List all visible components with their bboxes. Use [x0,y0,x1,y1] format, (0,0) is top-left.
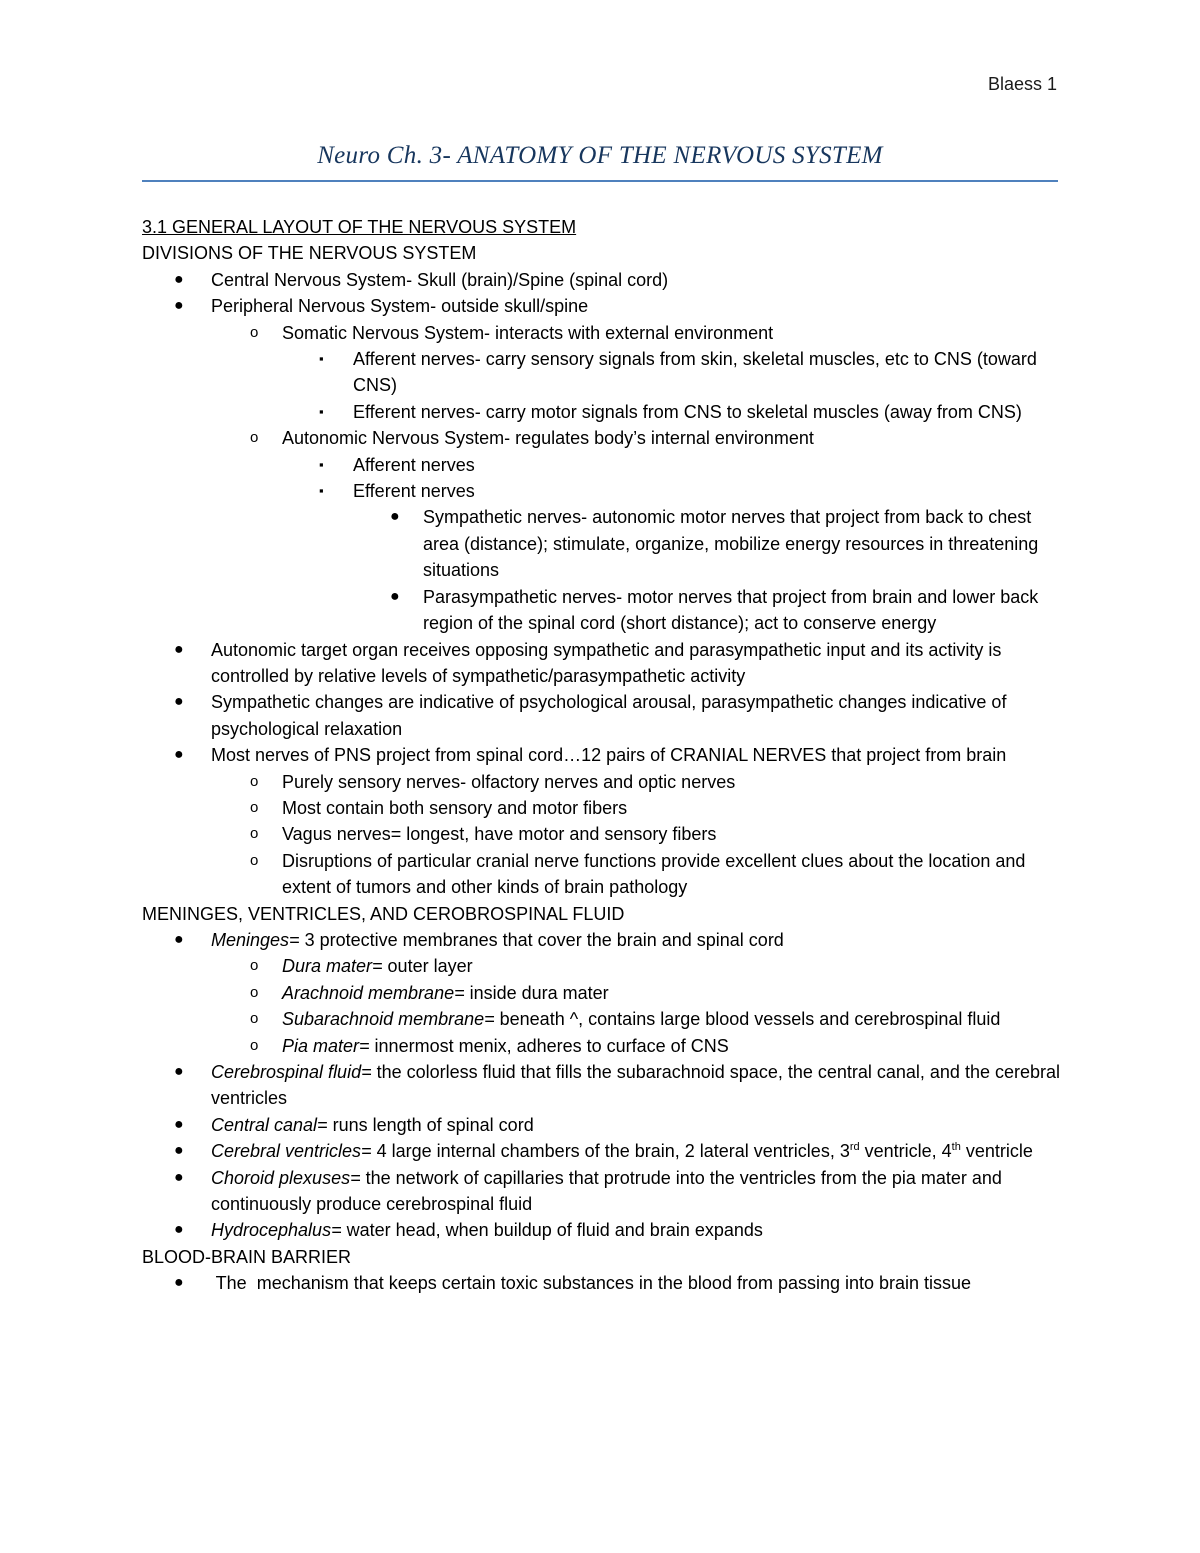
definition-text: the network of capillaries that protrude into the ventricles from the pia mater and continuously produce cerebrospinal fluid [211,1167,1002,1215]
definition-text: the colorless fluid that fills the subarachnoid space, the central canal, and the cerebral ventricles [211,1062,1060,1109]
bullet-circle-icon: o [250,851,259,869]
list-item-text: Somatic Nervous System- interacts with external environment [282,322,774,343]
section-heading: MENINGES, VENTRICLES, AND CEROBROSPINAL FLUID [142,903,625,924]
bullet-dot-icon: ● [174,930,184,948]
bullet-dot-icon: ● [174,640,184,658]
document-body [142,214,1062,1297]
definition-text: innermost menix, adheres to curface of CNS [369,1035,729,1056]
bullet-circle-icon: o [250,772,259,790]
ordinal-suffix: th [951,1141,961,1154]
list-item-text: Efferent nerves- carry motor signals from CNS to skeletal muscles (away from CNS) [353,401,1022,422]
definition-text: runs length of spinal cord [327,1114,534,1135]
definition-text-continued: ventricle [960,1141,1033,1162]
bullet-square-icon: ▪ [319,483,324,499]
definition-term: Subarachnoid membrane= [282,1009,495,1030]
definition-term: Cerebrospinal fluid= [211,1062,372,1082]
list-item-text: Afferent nerves- carry sensory signals from skin, skeletal muscles, etc to CNS (toward CNS) [353,349,1037,396]
definition-item [142,1165,1062,1218]
ordinal-suffix: rd [849,1141,860,1154]
definition-text: 4 large internal chambers of the brain, 2 lateral ventricles, 3 [371,1141,850,1162]
list-item-text: Disruptions of particular cranial nerve functions provide excellent clues about the location and extent of tumors and other kinds of brain pathology [282,850,1026,898]
list-item [142,478,1062,504]
list-item [142,584,1062,637]
definition-item [142,980,1062,1006]
list-item-text: Autonomic Nervous System- regulates body’s internal environment [282,428,814,449]
definition-item [142,1059,1062,1112]
definition-item [142,1112,1062,1138]
definition-term: Cerebral ventricles= [211,1141,372,1162]
list-item-text: Afferent nerves [353,454,475,475]
list-item [142,1270,1062,1296]
definition-text: beneath ^, contains large blood vessels and cerebrospinal fluid [494,1009,1001,1030]
definition-item [142,1033,1062,1059]
bullet-square-icon: ▪ [319,403,324,419]
definition-term: Choroid plexuses= [211,1167,361,1188]
bullet-dot-icon: ● [174,270,184,288]
bullet-dot-icon: ● [174,297,184,315]
list-item [142,399,1062,425]
definition-item [142,1217,1062,1243]
definition-text: 3 protective membranes that cover the brain and spinal cord [299,929,784,950]
list-item-text: Vagus nerves= longest, have motor and sensory fibers [282,824,717,845]
bullet-circle-icon: o [250,798,259,816]
list-item-text: Peripheral Nervous System- outside skull/spine [211,296,589,317]
bullet-dot-icon: ● [390,587,400,605]
list-item-text: Most nerves of PNS project from spinal cord…12 pairs of CRANIAL NERVES that project from brain [211,745,1007,766]
list-item-text: Most contain both sensory and motor fibers [282,797,628,818]
list-item [142,848,1062,901]
bullet-square-icon: ▪ [319,351,324,367]
definition-text: outer layer [382,956,473,977]
section-heading: 3.1 GENERAL LAYOUT OF THE NERVOUS SYSTEM [142,217,577,237]
bullet-circle-icon: o [250,983,259,1001]
list-item-text: Purely sensory nerves- olfactory nerves and optic nerves [282,771,736,792]
section-heading: BLOOD-BRAIN BARRIER [142,1246,352,1267]
list-item-text: Sympathetic nerves- autonomic motor nerves that project from back to chest area (distance); stimulate, organize, mobilize energy resources in threatening situations [423,507,1039,581]
definition-term: Arachnoid membrane= [282,982,465,1003]
bullet-circle-icon: o [250,957,259,975]
list-item [142,795,1062,821]
bullet-dot-icon: ● [174,1142,184,1160]
list-item-text: Parasympathetic nerves- motor nerves that project from brain and lower back region of the spinal cord (short distance); act to conserve energy [423,586,1039,634]
list-item [142,425,1062,451]
list-item [142,769,1062,795]
list-item [142,504,1062,583]
definition-term: Central canal= [211,1114,328,1135]
definition-term: Dura mater= [282,956,383,977]
list-item [142,689,1062,742]
page-header-label: Blaess 1 [987,74,1057,94]
title-divider [142,180,1058,182]
definition-term: Hydrocephalus= [211,1220,342,1241]
definition-item [142,927,1062,953]
list-item [142,293,1062,319]
definition-item [142,953,1062,979]
bullet-dot-icon: ● [174,1063,184,1080]
bullet-circle-icon: o [250,1010,259,1028]
list-item-text: Sympathetic changes are indicative of psychological arousal, parasympathetic changes indicative of psychological relaxation [211,692,1007,739]
definition-term: Meninges= [211,929,300,950]
list-item [142,821,1062,847]
list-item [142,637,1062,690]
bullet-circle-icon: o [250,1036,259,1054]
bullet-square-icon: ▪ [319,456,324,472]
subsection-heading: DIVISIONS OF THE NERVOUS SYSTEM [142,243,477,264]
list-item [142,267,1062,293]
list-item-text: Central Nervous System- Skull (brain)/Spine (spinal cord) [211,269,669,290]
bullet-dot-icon: ● [174,1274,184,1292]
outline-list [142,927,1062,1244]
bullet-dot-icon: ● [174,1168,184,1186]
outline-list [142,267,1062,901]
list-item-text: The mechanism that keeps certain toxic substances in the blood from passing into brain tissue [211,1273,972,1294]
definition-term: Pia mater= [282,1035,370,1056]
bullet-circle-icon: o [250,429,259,447]
list-item [142,320,1062,346]
list-item-text: Autonomic target organ receives opposing sympathetic and parasympathetic input and its activity is controlled by relative levels of sympathetic/parasympathetic activity [211,639,1002,686]
definition-item [142,1006,1062,1032]
document-title: Neuro Ch. 3- ANATOMY OF THE NERVOUS SYSTEM [317,142,883,169]
bullet-dot-icon: ● [174,746,184,764]
definition-text: water head, when buildup of fluid and brain expands [341,1220,763,1241]
list-item [142,742,1062,768]
definition-item [142,1138,1062,1164]
bullet-dot-icon: ● [174,1221,184,1239]
definition-text-continued: ventricle, 4 [859,1141,952,1162]
list-item [142,452,1062,478]
bullet-circle-icon: o [250,825,259,843]
outline-list [142,1270,1062,1296]
list-item-text: Efferent nerves [353,481,475,502]
bullet-dot-icon: ● [390,508,400,526]
list-item [142,346,1062,399]
bullet-dot-icon: ● [174,1115,184,1133]
definition-text: inside dura mater [464,982,609,1003]
bullet-circle-icon: o [250,323,259,341]
bullet-dot-icon: ● [174,693,184,711]
